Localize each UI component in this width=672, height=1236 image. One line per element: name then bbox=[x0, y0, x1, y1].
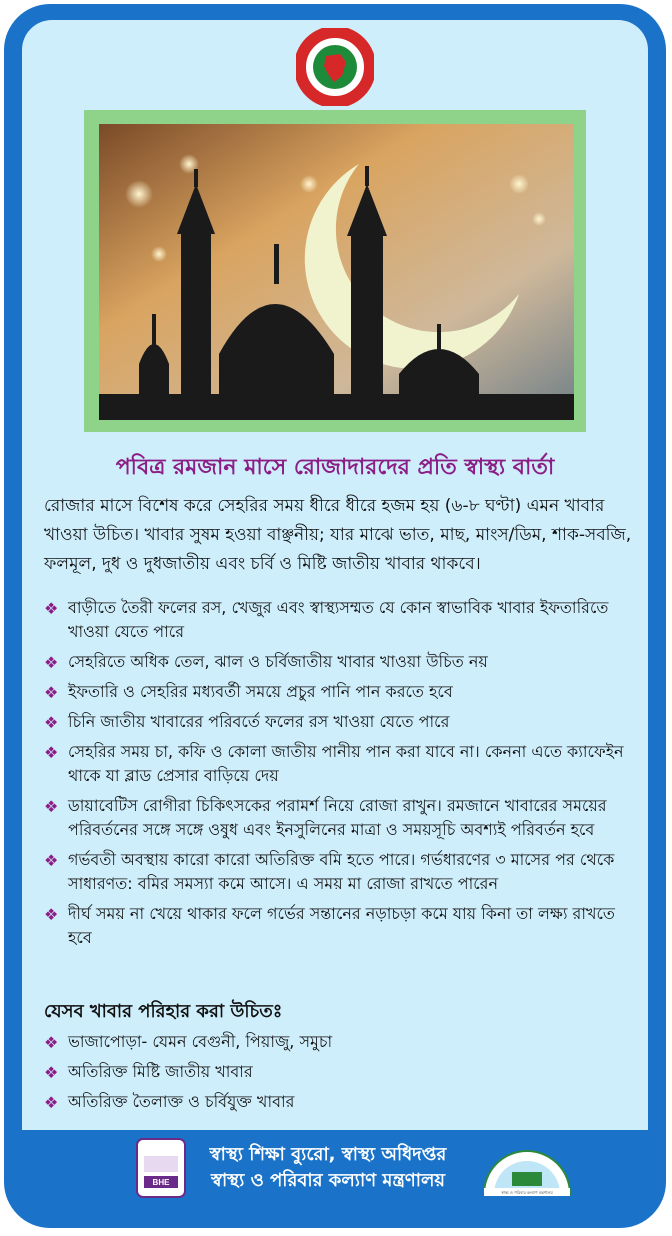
diamond-bullet-icon: ❖ bbox=[44, 683, 59, 702]
diamond-bullet-icon: ❖ bbox=[44, 1063, 59, 1082]
intro-paragraph: রোজার মাসে বিশেষ করে সেহরির সময় ধীরে ধীরে হজম হয় (৬-৮ ঘণ্টা) এমন খাবার খাওয়া উচিত। খাবার সুষম হওয়া বাঞ্ছনীয়; যার মাঝে ভাত, মাছ, মাংস/ডিম, শাক-সবজি, ফলমূল, দুধ ও দুধজাতীয় এবং চর্বি ও মিষ্টি জাতীয় খাবার থাকবে। bbox=[44, 496, 632, 574]
ministry-logo bbox=[482, 1138, 572, 1196]
advice-list bbox=[44, 596, 638, 956]
diamond-bullet-icon: ❖ bbox=[44, 797, 59, 816]
avoid-list bbox=[44, 1030, 638, 1120]
list-item: ❖ অতিরিক্ত মিষ্টি জাতীয় খাবার bbox=[44, 1060, 638, 1084]
diamond-bullet-icon: ❖ bbox=[44, 905, 59, 924]
diamond-bullet-icon: ❖ bbox=[44, 1033, 59, 1052]
list-item: ❖ বাড়ীতে তৈরী ফলের রস, খেজুর এবং স্বাস্থ্যসম্মত যে কোন স্বাভাবিক খাবার ইফতারিতে খাওয়া যেতে পারে bbox=[44, 598, 609, 641]
list-item: ❖ গর্ভবতী অবস্থায় কারো কারো অতিরিক্ত বমি হতে পারে। গর্ভধারণের ৩ মাসের পর থেকে সাধারণত: বমির সমস্যা কমে আসে। এ সময় মা রোজা রাখতে পারেন bbox=[44, 850, 615, 893]
page-title: পবিত্র রমজান মাসে রোজাদারদের প্রতি স্বাস্থ্য বার্তা bbox=[115, 455, 555, 480]
footer-line-ministry: স্বাস্থ্য ও পরিবার কল্যাণ মন্ত্রণালয় bbox=[211, 1170, 445, 1191]
list-item: ❖ সেহরিতে অধিক তেল, ঝাল ও চর্বিজাতীয় খাবার খাওয়া উচিত নয় bbox=[44, 650, 638, 674]
list-item: ❖ চিনি জাতীয় খাবারের পরিবর্তে ফলের রস খাওয়া যেতে পারে bbox=[44, 710, 638, 734]
logo-right-text: স্বাস্থ্য ও পরিবার কল্যাণ মন্ত্রণালয় bbox=[501, 1190, 553, 1195]
government-seal-icon bbox=[296, 28, 374, 106]
list-item: ❖ ডায়াবেটিস রোগীরা চিকিৎসকের পরামর্শ নিয়ে রোজা রাখুন। রমজানে খাবারের সময়ের পরিবর্তনের সঙ্গে সঙ্গে ওষুধ এবং ইনসুলিনের মাত্রা ও সময়সূচি অবশ্যই পরিবর্তন হবে bbox=[44, 796, 607, 839]
list-item: ❖ ভাজাপোড়া- যেমন বেগুনী, পিয়াজু, সমুচা bbox=[44, 1030, 638, 1054]
diamond-bullet-icon: ❖ bbox=[44, 1093, 59, 1112]
diamond-bullet-icon: ❖ bbox=[44, 851, 59, 870]
diamond-bullet-icon: ❖ bbox=[44, 743, 59, 762]
diamond-bullet-icon: ❖ bbox=[44, 653, 59, 672]
list-item: ❖ অতিরিক্ত তৈলাক্ত ও চর্বিযুক্ত খাবার bbox=[44, 1090, 638, 1114]
list-item: ❖ দীর্ঘ সময় না খেয়ে থাকার ফলে গর্ভের সন্তানের নড়াচড়া কমে যায় কিনা তা লক্ষ্য রাখতে হবে bbox=[44, 904, 615, 947]
list-item: ❖ ইফতারি ও সেহরির মধ্যবর্তী সময়ে প্রচুর পানি পান করতে হবে bbox=[44, 680, 638, 704]
diamond-bullet-icon: ❖ bbox=[44, 713, 59, 732]
footer-line-bureau: স্বাস্থ্য শিক্ষা ব্যুরো, স্বাস্থ্য অধিদপ্তর bbox=[209, 1144, 447, 1165]
avoid-heading: যেসব খাবার পরিহার করা উচিতঃ bbox=[44, 1001, 283, 1022]
list-item: ❖ সেহরির সময় চা, কফি ও কোলা জাতীয় পানীয় পান করা যাবে না। কেননা এতে ক্যাফেইন থাকে যা ব্লাড প্রেসার বাড়িয়ে দেয় bbox=[44, 742, 624, 785]
diamond-bullet-icon: ❖ bbox=[44, 599, 59, 618]
logo-left-text: BHE bbox=[152, 1178, 170, 1187]
mosque-crescent-photo bbox=[99, 124, 574, 420]
